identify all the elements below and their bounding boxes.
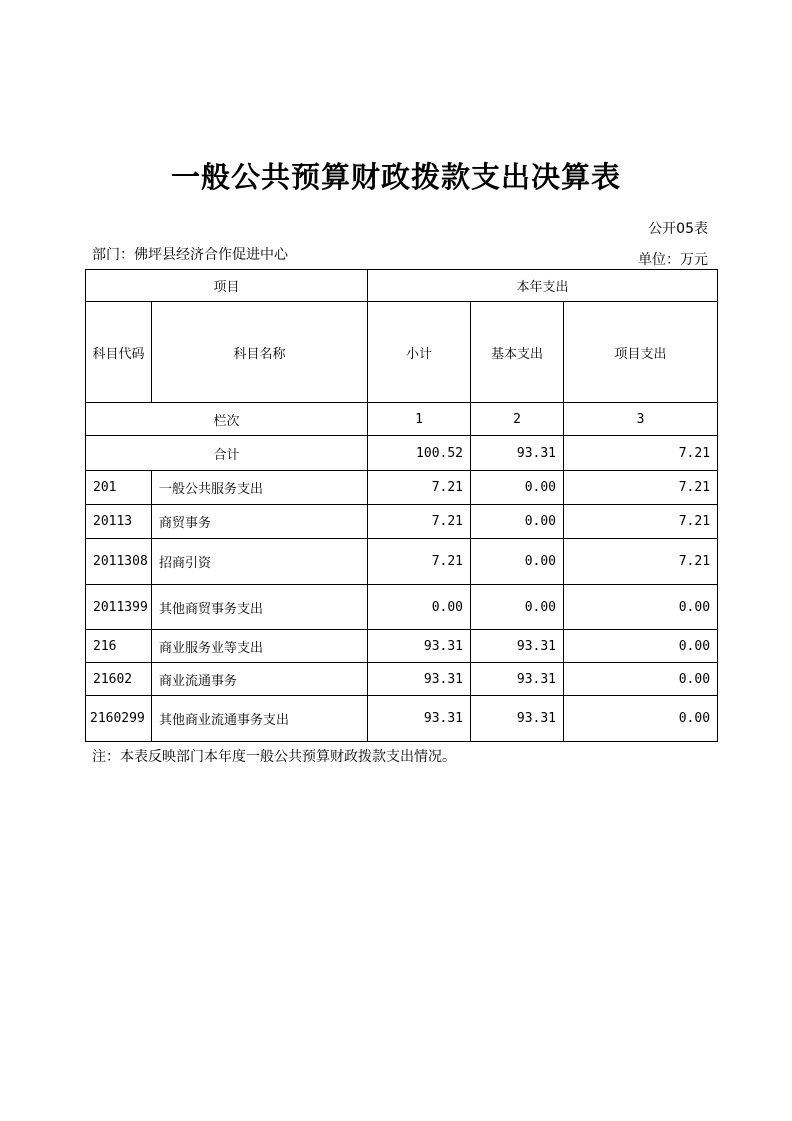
table-row: [86, 663, 718, 696]
total-project: 7.21: [564, 436, 718, 471]
row-subtotal: 93.31: [368, 663, 471, 696]
header-project-expenditure: 项目支出: [564, 302, 718, 403]
column-number-3: 3: [564, 403, 718, 436]
page-title: 一般公共预算财政拨款支出决算表: [170, 160, 621, 194]
row-code: 2011308: [86, 539, 152, 585]
header-row-top: [86, 270, 718, 302]
row-project: 7.21: [564, 471, 718, 505]
total-row: [86, 436, 718, 471]
row-basic: 0.00: [471, 585, 564, 630]
row-project: 0.00: [564, 630, 718, 663]
header-basic: 基本支出: [471, 302, 564, 403]
unit-label: 单位：万元: [638, 252, 708, 268]
total-subtotal: 100.52: [368, 436, 471, 471]
row-basic: 93.31: [471, 630, 564, 663]
row-basic: 0.00: [471, 505, 564, 539]
total-basic: 93.31: [471, 436, 564, 471]
header-row-sub: [86, 302, 718, 403]
row-project: 0.00: [564, 663, 718, 696]
header-project: 项目: [86, 270, 368, 302]
header-subject-name: 科目名称: [152, 302, 368, 403]
table-row: [86, 505, 718, 539]
row-code: 216: [86, 630, 152, 663]
header-subtotal: 小计: [368, 302, 471, 403]
row-name: 商业服务业等支出: [152, 630, 368, 663]
row-subtotal: 93.31: [368, 696, 471, 742]
row-name: 一般公共服务支出: [152, 471, 368, 505]
row-basic: 93.31: [471, 696, 564, 742]
row-code: 21602: [86, 663, 152, 696]
total-label: 合计: [86, 436, 368, 471]
row-project: 7.21: [564, 505, 718, 539]
row-basic: 0.00: [471, 471, 564, 505]
header-subject-code: 科目代码: [86, 302, 152, 403]
row-basic: 0.00: [471, 539, 564, 585]
row-project: 0.00: [564, 585, 718, 630]
row-subtotal: 7.21: [368, 539, 471, 585]
row-code: 2160299: [86, 696, 152, 742]
row-subtotal: 7.21: [368, 471, 471, 505]
row-name: 其他商业流通事务支出: [152, 696, 368, 742]
row-project: 0.00: [564, 696, 718, 742]
column-number-row: [86, 403, 718, 436]
row-project: 7.21: [564, 539, 718, 585]
footnote: 注：本表反映部门本年度一般公共预算财政拨款支出情况。: [92, 749, 456, 765]
form-number: 公开05表: [648, 221, 708, 237]
budget-table: [85, 269, 718, 742]
row-code: 20113: [86, 505, 152, 539]
row-subtotal: 93.31: [368, 630, 471, 663]
column-number-1: 1: [368, 403, 471, 436]
table-row: [86, 585, 718, 630]
row-subtotal: 0.00: [368, 585, 471, 630]
row-name: 其他商贸事务支出: [152, 585, 368, 630]
table-row: [86, 696, 718, 742]
row-name: 商贸事务: [152, 505, 368, 539]
table-row: [86, 471, 718, 505]
column-number-2: 2: [471, 403, 564, 436]
table-row: [86, 539, 718, 585]
table-row: [86, 630, 718, 663]
row-code: 201: [86, 471, 152, 505]
row-name: 商业流通事务: [152, 663, 368, 696]
row-basic: 93.31: [471, 663, 564, 696]
department-label: 部门：佛坪县经济合作促进中心: [92, 247, 288, 263]
row-subtotal: 7.21: [368, 505, 471, 539]
row-code: 2011399: [86, 585, 152, 630]
column-label: 栏次: [86, 403, 368, 436]
header-current-year-expenditure: 本年支出: [368, 270, 718, 302]
row-name: 招商引资: [152, 539, 368, 585]
